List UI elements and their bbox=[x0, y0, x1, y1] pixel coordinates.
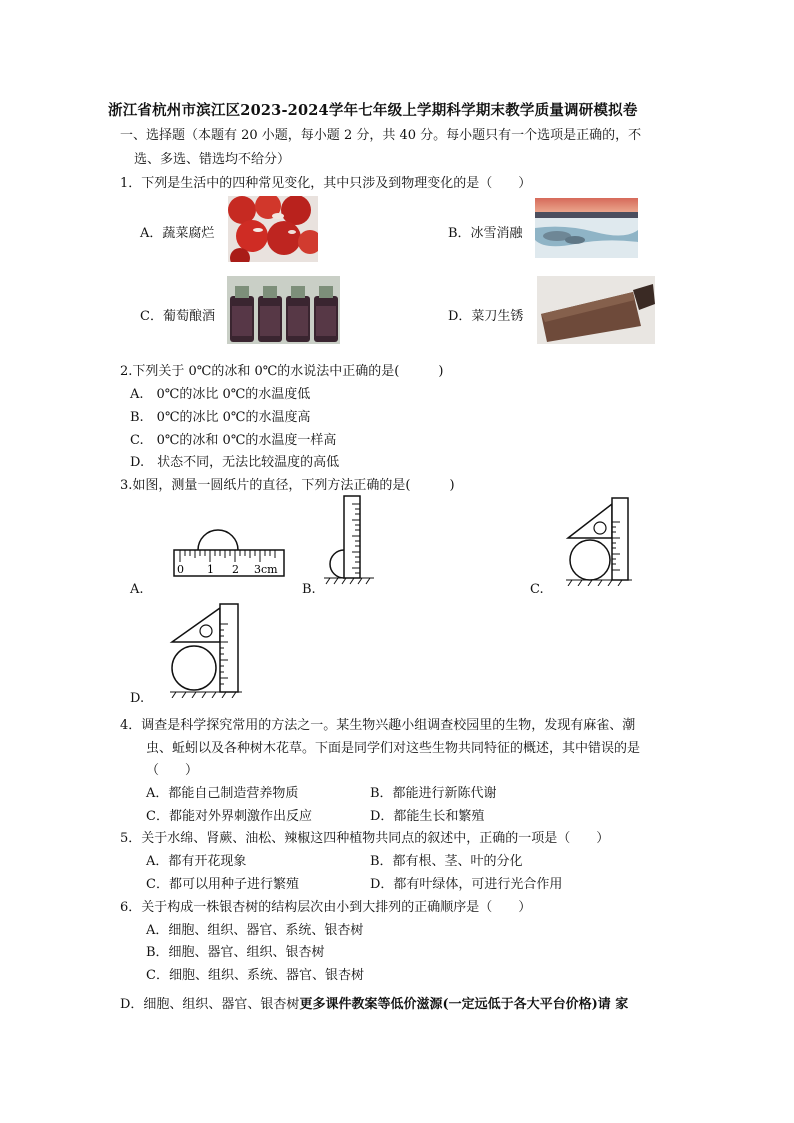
ruler-diagram-b bbox=[318, 494, 378, 586]
q6-option-a: A．细胞、组织、器官、系统、银杏树 bbox=[146, 923, 364, 938]
q1-option-c: C．葡萄酿酒 bbox=[140, 309, 215, 324]
q1-option-a: A．蔬菜腐烂 bbox=[140, 226, 215, 241]
ruler-tick-3: 3cm bbox=[254, 563, 278, 576]
ruler-tick-0: 0 bbox=[177, 563, 184, 576]
q3-label-c: C. bbox=[530, 582, 544, 597]
rusty-knife-photo bbox=[537, 276, 655, 344]
q4-option-c: C．都能对外界刺激作出反应 bbox=[146, 809, 312, 824]
q4-stem-line2: 虫、蚯蚓以及各种树木花草。下面是同学们对这些生物共同特征的概述，其中错误的是 bbox=[146, 741, 641, 756]
ruler-tick-2: 2 bbox=[232, 563, 239, 576]
q6-stem: 6．关于构成一株银杏树的结构层次由小到大排列的正确顺序是（ ） bbox=[120, 900, 532, 915]
q4-stem-line1: 4．调查是科学探究常用的方法之一。某生物兴趣小组调查校园里的生物，发现有麻雀、潮 bbox=[120, 718, 636, 733]
q6-option-c: C．细胞、组织、系统、器官、银杏树 bbox=[146, 968, 364, 983]
q2-option-b: B. 0℃的冰比 0℃的水温度高 bbox=[130, 410, 311, 425]
melting-ice-photo bbox=[535, 198, 638, 258]
q4-stem-line3: （ ） bbox=[146, 763, 199, 778]
ruler-diagram-c bbox=[560, 494, 636, 586]
q6-option-d-line bbox=[120, 993, 628, 1012]
q3-label-d: D. bbox=[130, 691, 145, 706]
q3-stem: 3.如图，测量一圆纸片的直径，下列方法正确的是( ) bbox=[120, 478, 455, 493]
q2-option-d: D. 状态不同，无法比较温度的高低 bbox=[130, 455, 340, 470]
ruler-diagram-a bbox=[172, 526, 288, 582]
q5-option-c: C．都可以用种子进行繁殖 bbox=[146, 877, 299, 892]
q6-option-d: D．细胞、组织、器官、银杏树 bbox=[120, 997, 300, 1012]
rotten-vegetables-photo bbox=[228, 196, 318, 262]
q5-option-d: D．都有叶绿体，可进行光合作用 bbox=[370, 877, 563, 892]
ruler-diagram-d bbox=[166, 602, 248, 698]
q4-option-d: D．都能生长和繁殖 bbox=[370, 809, 485, 824]
q6-option-b: B．细胞、器官、组织、银杏树 bbox=[146, 945, 325, 960]
q1-stem: 1．下列是生活中的四种常见变化，其中只涉及到物理变化的是（ ） bbox=[120, 176, 532, 191]
q1-option-d: D．菜刀生锈 bbox=[448, 309, 524, 324]
q3-label-b: B. bbox=[302, 582, 316, 597]
promo-text: 更多课件教案等低价滋源(一定远低于各大平台价格)请 家 bbox=[299, 997, 629, 1012]
wine-jars-photo bbox=[227, 276, 340, 344]
ruler-tick-1: 1 bbox=[207, 563, 214, 576]
q5-option-b: B．都有根、茎、叶的分化 bbox=[370, 854, 523, 869]
q4-option-b: B．都能进行新陈代谢 bbox=[370, 786, 497, 801]
q5-stem: 5．关于水绵、肾蕨、油松、辣椒这四种植物共同点的叙述中，正确的一项是（ ） bbox=[120, 831, 610, 846]
q2-option-a: A. 0℃的冰比 0℃的水温度低 bbox=[130, 387, 311, 402]
q1-option-b: B．冰雪消融 bbox=[448, 226, 523, 241]
section-heading-line2: 选、多选、错选均不给分） bbox=[134, 152, 291, 167]
q4-option-a: A．都能自己制造营养物质 bbox=[146, 786, 299, 801]
q2-stem: 2.下列关于 0℃的冰和 0℃的水说法中正确的是( ) bbox=[120, 364, 444, 379]
q3-label-a: A. bbox=[130, 582, 144, 597]
section-heading-line1: 一、选择题（本题有 20 小题，每小题 2 分，共 40 分。每小题只有一个选项是正确的，不 bbox=[120, 128, 642, 143]
q5-option-a: A．都有开花现象 bbox=[146, 854, 247, 869]
q2-option-c: C. 0℃的冰和 0℃的水温度一样高 bbox=[130, 433, 337, 448]
page-title: 浙江省杭州市滨江区2023-2024学年七年级上学期科学期末教学质量调研模拟卷 bbox=[108, 102, 638, 119]
